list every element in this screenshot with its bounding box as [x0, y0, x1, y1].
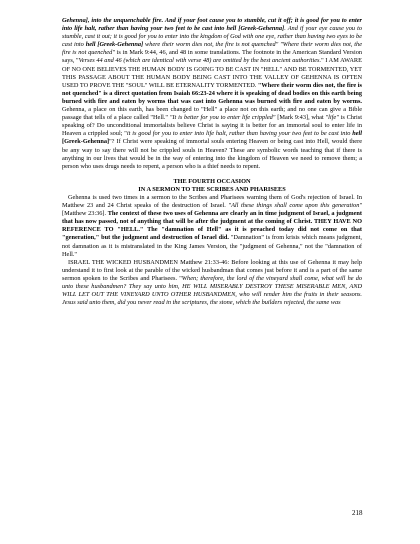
text-run: where their worm dies not, the fire is not quenched" "Where their worm dies not, the fire is not quenched": [62, 41, 362, 57]
text-run: "life": [325, 114, 339, 122]
text-run: "? If Christ were speaking of immortal souls entering Heaven or being cast into Hell, would there be any way to say there will not be crippled souls in Heaven? These are symbolic words teaching that if there is anything in our lives that would be in the way of entering into the kingdom of Heaven we need to remove them; a person who uses drugs needs to repent, a person who is a thief needs to repent.: [62, 138, 362, 170]
text-run: Verses 44 and 46 (which are identical with verse 48) are omitted by the best ancient authorities.: [78, 57, 322, 65]
text-run: hell: [352, 130, 362, 138]
text-run: . And if your eye cause you to stumble, cast it out; it is good for you to enter into the kingdom of God with one eye, rather than having two eyes to be cast into: [62, 25, 362, 49]
heading-line-1: THE FOURTH OCCASION: [173, 177, 251, 185]
section-heading: [62, 178, 362, 194]
paragraph-wicked-husbandmen: [62, 259, 362, 308]
text-run: is Christ speaking of? Do unconditional immortalists believe Christ is saying it is better for an immortal soul to enter life in Heaven a crippled soul; ": [62, 114, 362, 138]
paragraph-gehenna-mark: [62, 17, 362, 171]
text-run: Gehenna is used two times in a sermon to the Scribes and Pharisees warning them of God's rejection of Israel. In Matthew 23 and 24 Christ speaks of the destruction of Israel.: [62, 193, 362, 210]
heading-line-2: IN A SERMON TO THE SCRIBES AND PHARISEES: [138, 185, 286, 193]
text-run: "Damnation" is from krisis which means judgment, not damnation as it is mistranslated in the King James Version, the "judgment of Gehenna," not the "damnation of Hell.": [62, 234, 362, 258]
paragraph-scribes-pharisees: [62, 194, 362, 259]
text-run: "Where their worm dies not, the fire is not quenched" is a direct quotation from Isaiah 66:23-24 where it is speaking of dead bodies on this earth being burned with fire and eaten by worms that was cast into Gehenna was burned with fire and eaten by worms.: [62, 81, 362, 105]
text-run: [Mark 9:43], what: [275, 114, 326, 122]
text-run: [Greek-Gehenna]: [62, 138, 110, 146]
text-run: Gehenna], into the unquenchable fire. And if your foot cause you to stumble, cut it off; it is good for you to enter into life halt, rather than having your two feet to be cast into: [62, 17, 362, 33]
page-body: [62, 17, 362, 307]
text-run: ISRAEL THE WICKED HUSBANDMEN Matthew 21:33-46: Before looking at this use of Gehenna it may help understand it to first look at the parable of the wicked husbandman that comes just before it and is a part of the same sermon spoken to the Scribes and Pharisees. ": [62, 258, 362, 282]
text-run: When; therefore, the lord of the vineyard shall come, what will he do unto these husbandmen? They say unto him, HE WILL MISERABLY DESTROY THESE MISERABLE MEN, AND WILL LET OUT THE VINEYARD UNTO OTHER HUSBANDMEN, who will render him the fruits in their seasons. Jesus said unto them, did you never read in the scriptures, the stone, which the builders rejected, the same was: [62, 274, 362, 307]
page-number: 218: [352, 509, 363, 517]
text-run: The context of these two uses of Gehenna are clearly an in time judgment of Israel, a judgment that has now passed, not of anything that will be after the judgment at the coming of Christ. THEY HAVE NO REFERENCE TO "HELL." The "damnation of Hell" as it is preached today did not come on that "generation," but the judgment and destruction of Israel did.: [62, 210, 362, 242]
text-run: hell [Greek-Gehenna]: [85, 41, 144, 49]
text-run: it is good for you to enter into life halt, rather than having your two feet to be cast into: [126, 130, 353, 138]
text-run: "All these things shall come upon this generation": [228, 202, 362, 210]
text-run: " I AM AWARE OF NO ONE BELIEVES THE HUMAN BODY IS GOING TO BE CAST IN "HELL" AND BE TORMENTED, YET THIS PASSAGE ABOUT THE HUMAN BODY BEING CAST INTO THE VALLEY OF GEHENNA IS OFTEN USED TO PROVE THE "SOUL" WILL BE ETERNALITY TORMENTED.: [62, 57, 362, 89]
text-run: is in Mark 9:44, 46, and 48 in some translations. The footnote in the American Standard Version says, ": [62, 49, 362, 65]
text-run: "It is better for you to enter life crippled": [169, 114, 276, 122]
text-run: hell [Greek-Gehenna]: [226, 25, 285, 33]
text-run: Gehenna, a place on this earth, has been changed to "Hell" a place not on this earth; and no one can give a Bible passage that tells of a place called "Hell.": [62, 106, 362, 122]
text-run: [Matthew 23:36].: [62, 210, 108, 218]
